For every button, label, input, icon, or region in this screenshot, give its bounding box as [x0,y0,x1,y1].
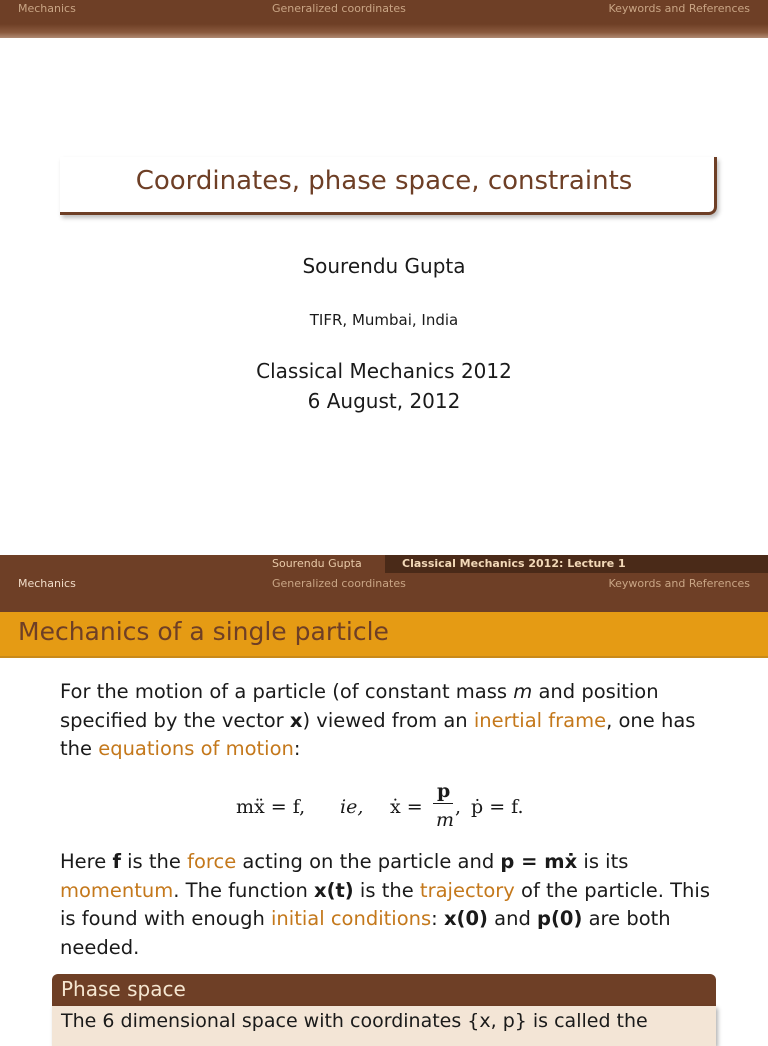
keyword-momentum[interactable]: momentum [60,878,174,902]
text: are both needed. [60,907,671,959]
presentation-title: Coordinates, phase space, constraints [135,166,633,196]
frame-title-bar [0,612,768,658]
paragraph-intro [60,678,720,764]
presentation-date: 6 August, 2012 [307,389,461,413]
paragraph-force-momentum [60,848,720,962]
frame-title: Mechanics of a single particle [18,617,389,646]
block-body [52,1006,716,1046]
conference-name: Classical Mechanics 2012 [256,359,512,383]
keyword-trajectory[interactable]: trajectory [419,878,515,902]
text: : [293,737,301,760]
keyword-initial-conditions[interactable]: initial conditions [271,907,432,930]
text: is its [577,850,629,873]
keyword-inertial-frame[interactable]: inertial frame [473,708,607,732]
navbar-shade [0,24,768,38]
nav-link-mechanics[interactable]: Mechanics [18,2,76,15]
block-title: Phase space [61,977,186,1001]
text: Here [60,850,113,873]
eq-fraction-numerator: p [437,780,451,802]
text: , one has the [60,708,696,760]
nav-link-generalized-coordinates[interactable]: Generalized coordinates [272,577,406,590]
eq-comma: , [455,796,462,818]
eq-fraction-bar [433,803,453,804]
institute: TIFR, Mumbai, India [309,311,459,329]
text: : [431,907,444,930]
text: is the [353,878,420,902]
text: acting on the particle and [236,850,501,873]
equation-of-motion [0,770,768,840]
text: of the particle. This is found with enough [60,878,710,930]
footer-lecture: Classical Mechanics 2012: Lecture 1 [385,555,768,573]
math-f: f [112,850,121,873]
eq-ie: ie, [340,796,364,818]
nav-link-mechanics-active[interactable]: Mechanics [18,577,76,590]
block-header [52,974,716,1006]
block-text: The 6 dimensional space with coordinates {x, p} is called the [61,1010,648,1032]
eq-xdot: ẋ = [390,796,423,818]
text: and [487,907,538,930]
nav-link-generalized-coordinates[interactable]: Generalized coordinates [272,2,406,15]
keyword-force[interactable]: force [187,850,237,873]
author-name: Sourendu Gupta [302,254,466,278]
top-navbar-slide2 [0,573,768,612]
math-x0: x(0) [443,907,488,930]
text: . The function [173,878,314,902]
math-x: x [289,708,303,732]
footer-bar [0,555,768,573]
keyword-equations-of-motion[interactable]: equations of motion [98,737,294,760]
text: ) viewed from an [302,708,474,732]
eq-newton: mẍ = f, [236,796,306,818]
math-m: m [513,680,533,703]
nav-link-keywords-references[interactable]: Keywords and References [608,577,750,590]
text: For the motion of a particle (of constant mass [60,680,514,703]
top-navbar [0,0,768,38]
math-p-eq: p = mẋ [500,850,578,873]
footer-author: Sourendu Gupta [272,557,362,570]
math-x-of-t: x(t) [314,878,354,902]
math-p0: p(0) [537,907,583,930]
text: and position specified by the vector [60,680,659,732]
nav-link-keywords-references[interactable]: Keywords and References [608,2,750,15]
eq-pdot: ṗ = f. [471,796,524,818]
text: is the [120,850,188,873]
eq-fraction-denominator: m [436,809,455,831]
